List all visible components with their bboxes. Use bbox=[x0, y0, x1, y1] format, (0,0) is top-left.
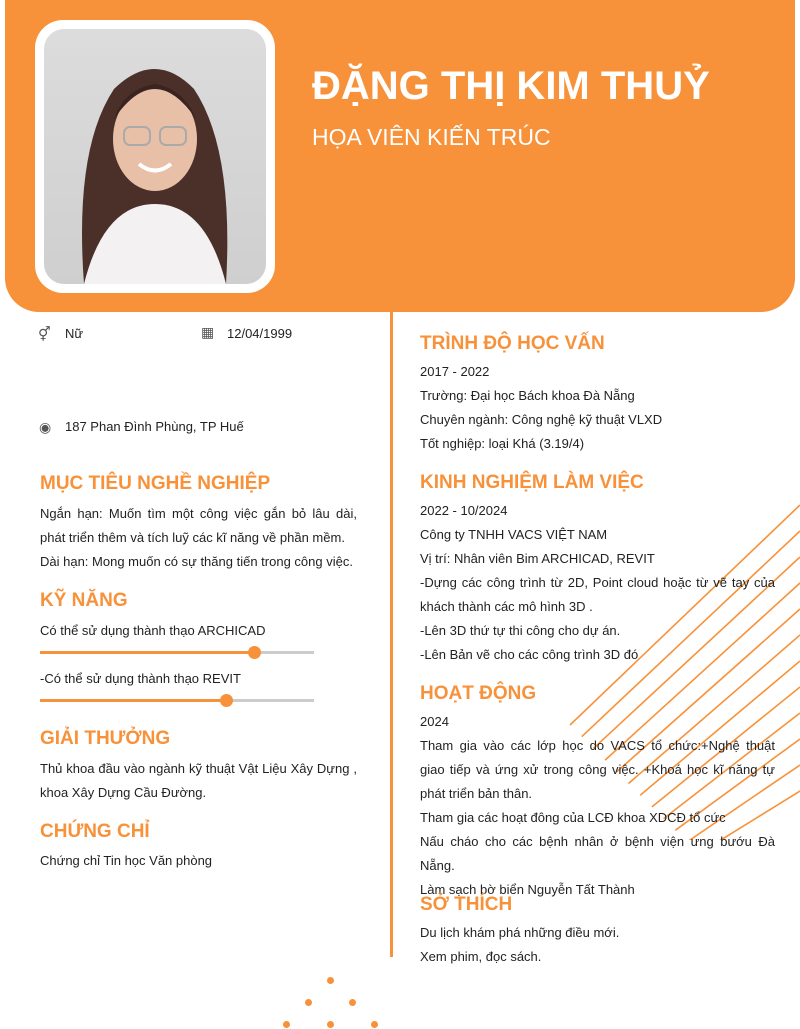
candidate-name: ĐẶNG THỊ KIM THUỶ bbox=[312, 64, 710, 108]
education-line: Tốt nghiệp: loại Khá (3.19/4) bbox=[420, 436, 585, 451]
activities-list bbox=[420, 710, 775, 902]
decor-dot bbox=[371, 1021, 378, 1028]
hobbies-heading: SỞ THÍCH bbox=[420, 894, 513, 915]
education-list bbox=[420, 360, 775, 456]
experience-heading: KINH NGHIỆM LÀM VIỆC bbox=[420, 472, 644, 493]
skill-label: Có thể sử dụng thành thạo ARCHICAD bbox=[40, 623, 266, 638]
experience-line: -Lên Bản vẽ cho các công trình 3D đó bbox=[420, 647, 639, 662]
experience-line: -Dựng các công trình từ 2D, Point cloud hoặc từ vẽ tay của khách thành các mô hình 3D . bbox=[420, 575, 775, 614]
skill-knob bbox=[248, 646, 261, 659]
skill-knob bbox=[220, 694, 233, 707]
portrait-image bbox=[44, 29, 266, 284]
activity-line: Làm sạch bờ biển Nguyễn Tất Thành bbox=[420, 882, 635, 897]
calendar-icon: ▦ bbox=[201, 324, 215, 340]
objective-long: Dài hạn: Mong muốn có sự thăng tiến trong công việc. bbox=[40, 554, 353, 569]
column-divider bbox=[390, 312, 393, 957]
activities-heading: HOẠT ĐỘNG bbox=[420, 683, 537, 704]
hobbies-list bbox=[420, 921, 619, 969]
gender-value: Nữ bbox=[65, 326, 84, 341]
experience-line: Vị trí: Nhân viên Bim ARCHICAD, REVIT bbox=[420, 551, 655, 566]
gender-icon: ⚥ bbox=[38, 326, 51, 342]
birthday-value: 12/04/1999 bbox=[227, 326, 293, 341]
education-line: Chuyên ngành: Công nghệ kỹ thuật VLXD bbox=[420, 412, 663, 427]
hobby-line: Xem phim, đọc sách. bbox=[420, 949, 542, 964]
decor-dot bbox=[349, 999, 356, 1006]
profile-photo bbox=[35, 20, 275, 293]
experience-line: -Lên 3D thứ tự thi công cho dự án. bbox=[420, 623, 621, 638]
decor-dot bbox=[305, 999, 312, 1006]
skill-bar bbox=[40, 699, 314, 702]
education-heading: TRÌNH ĐỘ HỌC VẤN bbox=[420, 333, 605, 354]
objective-heading: MỤC TIÊU NGHỀ NGHIỆP bbox=[40, 473, 271, 494]
education-line: 2017 - 2022 bbox=[420, 364, 490, 379]
certs-heading: CHỨNG CHỈ bbox=[40, 821, 150, 842]
objective-short: Ngắn hạn: Muốn tìm một công việc gắn bỏ lâu dài, phát triển thêm và tích luỹ các kĩ năng về phần mềm. bbox=[40, 506, 357, 545]
education-line: Trường: Đại học Bách khoa Đà Nẵng bbox=[420, 388, 635, 403]
decor-dot bbox=[327, 977, 334, 984]
decor-dot bbox=[283, 1021, 290, 1028]
activity-line: Tham gia vào các lớp học do VACS tổ chức:+Nghệ thuật giao tiếp và ứng xử trong công việc. +Khoá học kĩ năng tự phát triển bản thân. bbox=[420, 738, 775, 801]
activity-line: 2024 bbox=[420, 714, 449, 729]
awards-text: Thủ khoa đầu vào ngành kỹ thuật Vật Liệu Xây Dựng , khoa Xây Dựng Cầu Đường. bbox=[40, 761, 357, 800]
activity-line: Nấu cháo cho các bệnh nhân ở bệnh viện ưng bướu Đà Nẵng. bbox=[420, 834, 775, 873]
skill-bar bbox=[40, 651, 314, 654]
hobby-line: Du lịch khám phá những điều mới. bbox=[420, 925, 620, 940]
experience-line: Công ty TNHH VACS VIỆT NAM bbox=[420, 527, 608, 542]
experience-list bbox=[420, 499, 775, 667]
skills-heading: KỸ NĂNG bbox=[40, 590, 128, 611]
activity-line: Tham gia các hoạt đông của LCĐ khoa XDCĐ tổ cức bbox=[420, 810, 726, 825]
skill-label: -Có thể sử dụng thành thạo REVIT bbox=[40, 671, 241, 686]
candidate-role: HỌA VIÊN KIẾN TRÚC bbox=[312, 124, 551, 150]
experience-line: 2022 - 10/2024 bbox=[420, 503, 508, 518]
awards-heading: GIẢI THƯỞNG bbox=[40, 728, 171, 749]
certs-text: Chứng chỉ Tin học Văn phòng bbox=[40, 853, 213, 868]
decor-dot bbox=[327, 1021, 334, 1028]
location-icon: ◉ bbox=[39, 419, 52, 435]
address-value: 187 Phan Đình Phùng, TP Huế bbox=[65, 419, 244, 434]
